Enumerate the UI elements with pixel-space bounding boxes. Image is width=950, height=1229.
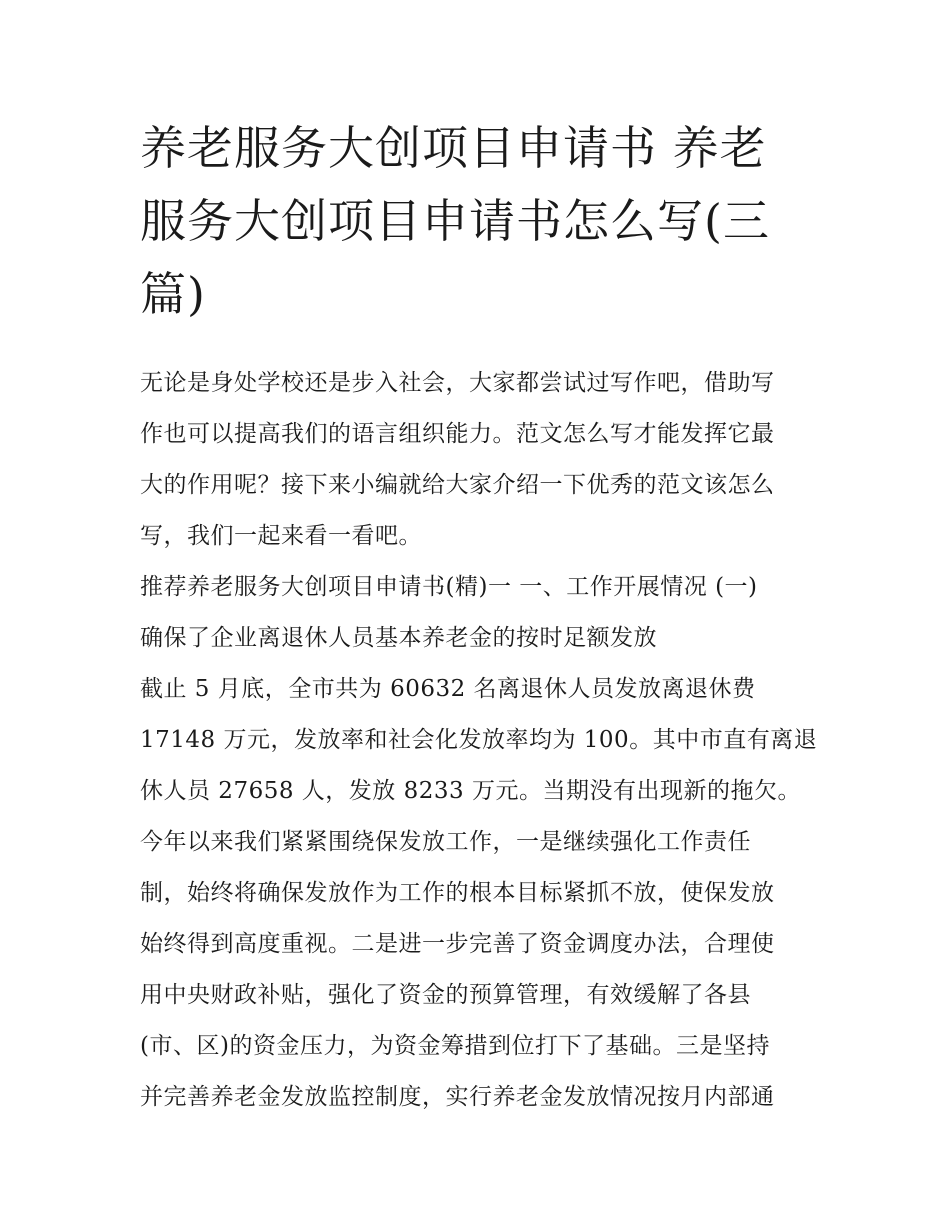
body-line: 今年以来我们紧紧围绕保发放工作，一是继续强化工作责任 (140, 829, 751, 855)
body-line: 大的作用呢？接下来小编就给大家介绍一下优秀的范文该怎么 (140, 472, 775, 498)
title-line: 养老服务大创项目申请书 养老 (140, 121, 767, 175)
body-line: 制，始终将确保发放作为工作的根本目标紧抓不放，使保发放 (140, 880, 775, 906)
body-line: 截止 5 月底，全市共为 60632 名离退休人员发放离退休费 (140, 676, 756, 702)
document-title (140, 112, 820, 331)
body-line: 休人员 27658 人，发放 8233 万元。当期没有出现新的拖欠。 (140, 778, 801, 804)
body-line: 用中央财政补贴，强化了资金的预算管理，有效缓解了各县 (140, 982, 751, 1008)
document-body (140, 358, 820, 1123)
body-line: 并完善养老金发放监控制度，实行养老金发放情况按月内部通 (140, 1084, 775, 1110)
body-line: (市、区)的资金压力，为资金筹措到位打下了基础。三是坚持 (140, 1033, 770, 1059)
body-line: 始终得到高度重视。二是进一步完善了资金调度办法，合理使 (140, 931, 775, 957)
body-line: 确保了企业离退休人员基本养老金的按时足额发放 (140, 625, 657, 651)
body-line: 写，我们一起来看一看吧。 (140, 523, 422, 549)
body-line: 推荐养老服务大创项目申请书(精)一 一、工作开展情况 (一) (140, 574, 758, 600)
body-line: 17148 万元，发放率和社会化发放率均为 100。其中市直有离退 (140, 727, 818, 753)
title-line: 篇) (140, 267, 206, 321)
title-line: 服务大创项目申请书怎么写(三 (140, 194, 770, 248)
body-line: 无论是身处学校还是步入社会，大家都尝试过写作吧，借助写 (140, 370, 775, 396)
body-line: 作也可以提高我们的语言组织能力。范文怎么写才能发挥它最 (140, 421, 775, 447)
